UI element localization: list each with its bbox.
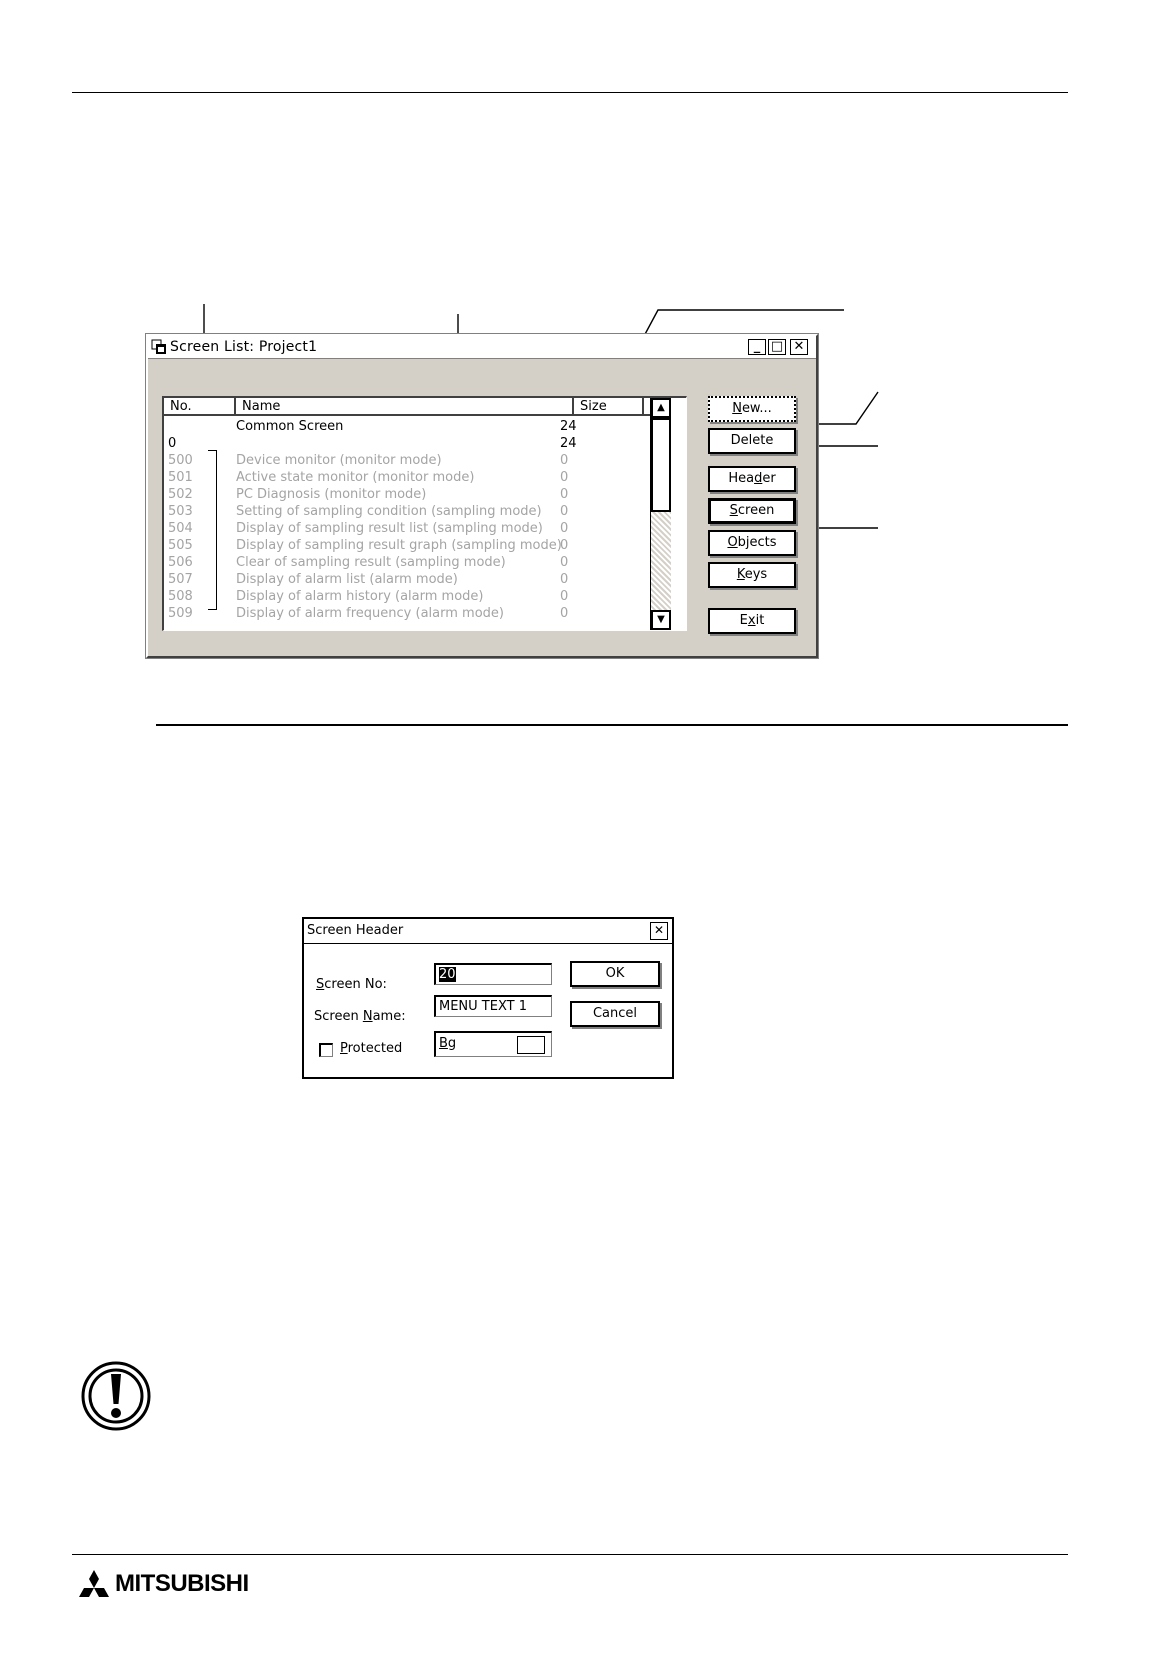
- cell-size: 24: [560, 419, 577, 434]
- cell-no: 500: [168, 453, 193, 468]
- screen-listbox[interactable]: [162, 396, 687, 631]
- screen-name-label: [314, 1009, 406, 1024]
- dialog-close-button[interactable]: ✕: [650, 922, 668, 940]
- header-button-label-pre: Hea: [728, 471, 755, 486]
- exit-button[interactable]: [708, 608, 796, 634]
- cell-size: 0: [560, 555, 569, 570]
- screen-button-label-post: creen: [737, 503, 775, 518]
- cancel-button[interactable]: Cancel: [570, 1001, 660, 1027]
- bg-label-accel: B: [439, 1036, 448, 1051]
- cell-no: 507: [168, 572, 193, 587]
- protected-label-text: rotected: [347, 1041, 403, 1056]
- table-row[interactable]: [164, 503, 650, 520]
- new-button-accel: N: [732, 401, 742, 416]
- cell-size: 0: [560, 589, 569, 604]
- new-button[interactable]: [708, 396, 796, 422]
- ok-button[interactable]: OK: [570, 961, 660, 987]
- bottom-rule: [72, 1554, 1068, 1555]
- screen-no-input[interactable]: [434, 963, 552, 985]
- table-row[interactable]: [164, 486, 650, 503]
- cell-size: 0: [560, 470, 569, 485]
- table-row[interactable]: [164, 469, 650, 486]
- screen-list-titlebar[interactable]: [148, 336, 816, 359]
- cell-size: 0: [560, 487, 569, 502]
- system-screens-bracket: [208, 450, 217, 610]
- exit-button-label-post: it: [755, 613, 765, 628]
- cell-no: 504: [168, 521, 193, 536]
- window-icon: [151, 339, 167, 355]
- column-header-name[interactable]: Name: [236, 398, 574, 416]
- delete-button-label: Delete: [730, 433, 774, 448]
- screen-no-label-accel: S: [316, 977, 325, 992]
- cell-name: Display of sampling result list (sampling mode): [236, 521, 543, 536]
- screen-no-label: [316, 977, 387, 992]
- column-header-no[interactable]: No.: [164, 398, 236, 416]
- objects-button-label-post: bjects: [737, 535, 777, 550]
- screen-name-label-accel: N: [362, 1009, 373, 1024]
- screen-button-accel: S: [729, 503, 738, 518]
- table-row[interactable]: [164, 520, 650, 537]
- scroll-down-button[interactable]: ▼: [651, 610, 671, 630]
- new-button-label-post: ew...: [741, 401, 772, 416]
- cell-size: 0: [560, 572, 569, 587]
- objects-button[interactable]: [708, 530, 796, 556]
- cell-no: 0: [168, 436, 177, 451]
- cell-name: Display of alarm history (alarm mode): [236, 589, 484, 604]
- bg-color-swatch: [517, 1036, 545, 1054]
- cell-size: 0: [560, 606, 569, 621]
- table-row[interactable]: [164, 554, 650, 571]
- screen-button[interactable]: [708, 498, 796, 524]
- header-button-label-post: er: [762, 471, 776, 486]
- header-button[interactable]: [708, 466, 796, 492]
- cell-name: PC Diagnosis (monitor mode): [236, 487, 427, 502]
- screen-header-titlebar[interactable]: [304, 919, 672, 944]
- column-header-size[interactable]: Size: [574, 398, 644, 416]
- cell-size: 0: [560, 504, 569, 519]
- cell-size: 0: [560, 538, 569, 553]
- protected-checkbox[interactable]: [319, 1043, 333, 1057]
- window-title: Screen List: Project1: [170, 339, 318, 355]
- cell-name: Display of alarm list (alarm mode): [236, 572, 458, 587]
- delete-button[interactable]: [708, 428, 796, 454]
- table-row[interactable]: [164, 588, 650, 605]
- bg-color-picker[interactable]: [434, 1031, 552, 1057]
- cell-size: 24: [560, 436, 577, 451]
- mitsubishi-logo-icon: [74, 1570, 114, 1602]
- screen-header-dialog: [302, 917, 674, 1079]
- cell-name: Common Screen: [236, 419, 344, 434]
- screen-name-value: MENU TEXT 1: [439, 999, 527, 1014]
- close-button[interactable]: ✕: [790, 339, 808, 355]
- protected-label: [340, 1041, 402, 1056]
- screen-name-label-pre: Screen: [314, 1009, 363, 1024]
- warning-icon: [80, 1360, 152, 1432]
- screen-name-input[interactable]: [434, 995, 552, 1017]
- cell-name: Display of alarm frequency (alarm mode): [236, 606, 504, 621]
- minimize-button[interactable]: _: [748, 339, 766, 355]
- cell-size: 0: [560, 521, 569, 536]
- cell-size: 0: [560, 453, 569, 468]
- screen-list-window: [146, 334, 818, 658]
- cell-name: Display of sampling result graph (sampling mode): [236, 538, 562, 553]
- objects-button-accel: O: [727, 535, 738, 550]
- keys-button-accel: K: [736, 567, 745, 582]
- cell-no: 509: [168, 606, 193, 621]
- table-row[interactable]: [164, 537, 650, 554]
- dialog-title: Screen Header: [307, 923, 404, 938]
- bg-label-text: g: [447, 1036, 457, 1051]
- exit-button-label-pre: E: [739, 613, 748, 628]
- table-row[interactable]: [164, 605, 650, 622]
- scroll-thumb[interactable]: [651, 418, 671, 512]
- brand-name: MITSUBISHI: [115, 1570, 249, 1597]
- table-row[interactable]: [164, 571, 650, 588]
- keys-button[interactable]: [708, 562, 796, 588]
- exit-button-accel: x: [747, 613, 756, 628]
- screen-no-value: 20: [439, 967, 456, 982]
- cell-no: 506: [168, 555, 193, 570]
- vertical-scrollbar[interactable]: [650, 398, 671, 630]
- cell-no: 503: [168, 504, 193, 519]
- cell-name: Setting of sampling condition (sampling mode): [236, 504, 542, 519]
- cell-name: Clear of sampling result (sampling mode): [236, 555, 506, 570]
- cell-no: 501: [168, 470, 193, 485]
- cell-no: 505: [168, 538, 193, 553]
- table-row[interactable]: [164, 435, 650, 452]
- cell-no: 502: [168, 487, 193, 502]
- protected-label-accel: P: [340, 1041, 348, 1056]
- header-button-accel: d: [754, 471, 763, 486]
- cell-name: Device monitor (monitor mode): [236, 453, 442, 468]
- table-row[interactable]: [164, 418, 650, 435]
- scroll-up-button[interactable]: ▲: [651, 398, 671, 418]
- cell-name: Active state monitor (monitor mode): [236, 470, 475, 485]
- screen-no-label-text: creen No:: [324, 977, 387, 992]
- table-row[interactable]: [164, 452, 650, 469]
- screen-name-label-post: ame:: [372, 1009, 406, 1024]
- cell-no: 508: [168, 589, 193, 604]
- maximize-button[interactable]: □: [768, 339, 786, 355]
- keys-button-label-post: eys: [744, 567, 768, 582]
